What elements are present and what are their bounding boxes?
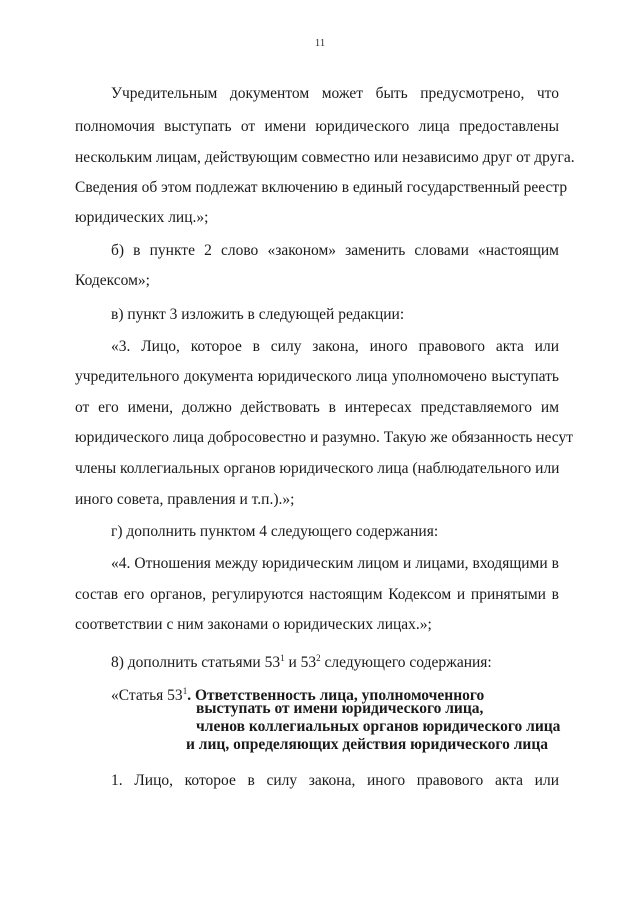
paragraph-line: Сведения об этом подлежат включению в единый государственный реестр <box>75 179 568 196</box>
paragraph-line: «3. Лицо, которое в силу закона, иного правового акта или <box>111 338 559 355</box>
item-8-text: 8) дополнить статьями 53 <box>111 654 281 671</box>
paragraph-line: иного совета, правления и т.п.).»; <box>75 491 295 508</box>
superscript: 1 <box>280 653 285 663</box>
article-heading-line <box>111 682 485 704</box>
article-prefix: «Статья 53 <box>111 687 183 704</box>
paragraph-line: члены коллегиальных органов юридического лица (наблюдательного или <box>75 460 560 477</box>
paragraph-line: состав его органов, регулируются настоящим Кодексом и принятыми в <box>75 586 559 603</box>
article-title: членов коллегиальных органов юридического лица <box>196 718 561 735</box>
article-title: выступать от имени юридического лица, <box>196 700 484 717</box>
paragraph-line: полномочия выступать от имени юридического лица предоставлены <box>75 118 559 135</box>
article-title: и лиц, определяющих действия юридического лица <box>186 736 549 753</box>
article-dot: . <box>187 687 195 704</box>
paragraph-line: б) в пункте 2 слово «законом» заменить словами «настоящим <box>111 242 559 259</box>
paragraph-line: юридического лица добросовестно и разумно. Такую же обязанность несут <box>75 429 573 446</box>
paragraph-line: Кодексом»; <box>75 272 150 289</box>
paragraph-line: учредительного документа юридического лица уполномочено выступать <box>75 368 559 385</box>
item-8-text: и 53 <box>284 654 317 671</box>
item-8-line <box>111 648 559 671</box>
paragraph-line: соответствии с ним законами о юридических лицах.»; <box>75 616 432 633</box>
paragraph-line: от его имени, должно действовать в интересах представляемого им <box>75 399 559 416</box>
paragraph-line: Учредительным документом может быть предусмотрено, что <box>111 85 559 102</box>
paragraph-line: г) дополнить пунктом 4 следующего содержания: <box>111 523 439 540</box>
page-number: 11 <box>314 37 326 49</box>
paragraph-line: 1. Лицо, которое в силу закона, иного правового акта или <box>111 772 559 789</box>
item-8-text: следующего содержания: <box>320 654 492 671</box>
superscript: 2 <box>316 653 321 663</box>
paragraph-line: юридических лиц.»; <box>75 209 209 226</box>
superscript: 1 <box>182 686 188 696</box>
paragraph-line: в) пункт 3 изложить в следующей редакции: <box>111 306 405 323</box>
article-title: Ответственность лица, уполномоченного <box>194 687 485 704</box>
paragraph-line: нескольким лицам, действующим совместно или независимо друг от друга. <box>75 149 575 166</box>
paragraph-line: «4. Отношения между юридическим лицом и лицами, входящими в <box>111 555 559 572</box>
